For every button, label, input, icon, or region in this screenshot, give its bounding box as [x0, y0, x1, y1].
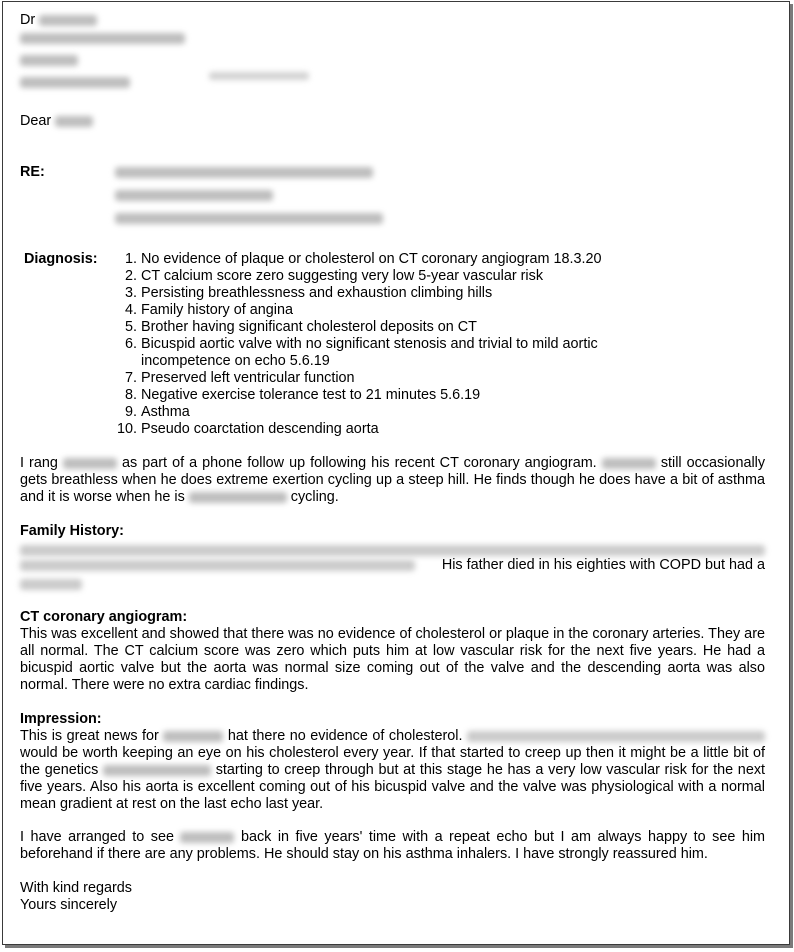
diagnosis-item	[113, 387, 618, 404]
diagnosis-item	[113, 285, 618, 302]
dr-prefix: Dr	[20, 12, 36, 28]
redacted-reference	[209, 68, 309, 85]
diagnosis-item	[113, 268, 618, 285]
diagnosis-item	[113, 302, 618, 319]
diagnosis-text: Family history of angina	[141, 302, 293, 318]
redacted-first-name	[55, 116, 93, 127]
diagnosis-number: 3.	[124, 285, 137, 301]
ct-heading: CT coronary angiogram:	[20, 609, 188, 625]
redacted-text	[103, 765, 211, 776]
diagnosis-number: 10.	[116, 421, 137, 437]
diagnosis-text: Pseudo coarctation descending aorta	[141, 421, 379, 437]
impression-heading: Impression:	[20, 711, 102, 727]
letter-page	[2, 1, 790, 945]
redacted-name	[163, 731, 223, 742]
ct-paragraph: This was excellent and showed that there was no evidence of cholesterol or plaque in the coronary arteries. They are all normal. The CT calcium score was zero which puts him at low vascular risk for the next five years. He had a bicuspid aortic valve but the aorta was normal size coming out of the valve and the descending aorta was also normal. There were no extra cardiac findings.	[20, 626, 765, 693]
re-label: RE:	[20, 164, 45, 180]
redacted-text	[189, 492, 287, 503]
family-history-heading: Family History:	[20, 523, 124, 539]
redacted-text	[467, 731, 765, 742]
salutation: Dear	[20, 113, 93, 130]
diagnosis-text: Negative exercise tolerance test to 21 minutes 5.6.19	[141, 387, 481, 403]
diagnosis-label: Diagnosis:	[24, 251, 98, 267]
diagnosis-number: 2.	[124, 268, 137, 284]
diagnosis-number: 9.	[124, 404, 137, 420]
diagnosis-text: Preserved left ventricular function	[141, 370, 355, 386]
redacted-recipient-name	[39, 15, 97, 26]
redacted-family-history-end	[20, 576, 82, 593]
redacted-name	[180, 832, 234, 843]
impression-paragraph: This is great news for hat there no evidence of cholesterol. would be worth keeping an eye on his cholesterol every year. If that started to creep up then it might be a little bit of the genetics starting to creep through but at this stage he has a very low vascular risk for the next five years. Also his aorta is excellent coming out of his bicuspid valve and the valve was physiological with a normal mean gradient at rest on the last echo last year.	[20, 728, 766, 812]
diagnosis-list	[113, 251, 618, 438]
family-history-text: His father died in his eighties with COPD but had a	[441, 557, 765, 573]
redacted-patient-details	[115, 164, 383, 227]
diagnosis-text: Brother having significant cholesterol deposits on CT	[141, 319, 477, 335]
diagnosis-text: CT calcium score zero suggesting very low 5-year vascular risk	[141, 268, 544, 284]
closing-regards: With kind regards	[20, 880, 132, 896]
diagnosis-text: Persisting breathlessness and exhaustion climbing hills	[141, 285, 493, 301]
diagnosis-text: Bicuspid aortic valve with no significant stenosis and trivial to mild aortic incompetence on echo 5.6.19	[141, 336, 598, 369]
diagnosis-item	[113, 251, 618, 268]
diagnosis-item	[113, 370, 618, 387]
redacted-family-history-fragment	[20, 557, 415, 574]
diagnosis-number: 7.	[124, 370, 137, 386]
diagnosis-item	[113, 319, 618, 336]
redacted-name	[602, 458, 656, 469]
redacted-address-block	[20, 30, 185, 91]
diagnosis-text: No evidence of plaque or cholesterol on CT coronary angiogram 18.3.20	[141, 251, 602, 267]
diagnosis-item	[113, 404, 618, 421]
closing-sincerely: Yours sincerely	[20, 897, 118, 913]
recipient-line	[20, 12, 97, 29]
diagnosis-number: 8.	[124, 387, 137, 403]
diagnosis-text: Asthma	[141, 404, 190, 420]
redacted-name	[63, 458, 117, 469]
diagnosis-number: 1.	[124, 251, 137, 267]
diagnosis-item	[113, 336, 618, 370]
diagnosis-number: 4.	[124, 302, 137, 318]
diagnosis-item	[113, 421, 618, 438]
diagnosis-number: 5.	[124, 319, 137, 335]
intro-paragraph: I rang as part of a phone follow up following his recent CT coronary angiogram. still occasionally gets breathless when he does extreme exertion cycling up a steep hill. He finds though he does have a bit of asthma and it is worse when he is cycling.	[20, 455, 766, 505]
followup-paragraph: I have arranged to see back in five years' time with a repeat echo but I am always happy to see him beforehand if there are any problems. He should stay on his asthma inhalers. I have strongly reassured him.	[20, 829, 766, 862]
diagnosis-number: 6.	[124, 336, 137, 352]
